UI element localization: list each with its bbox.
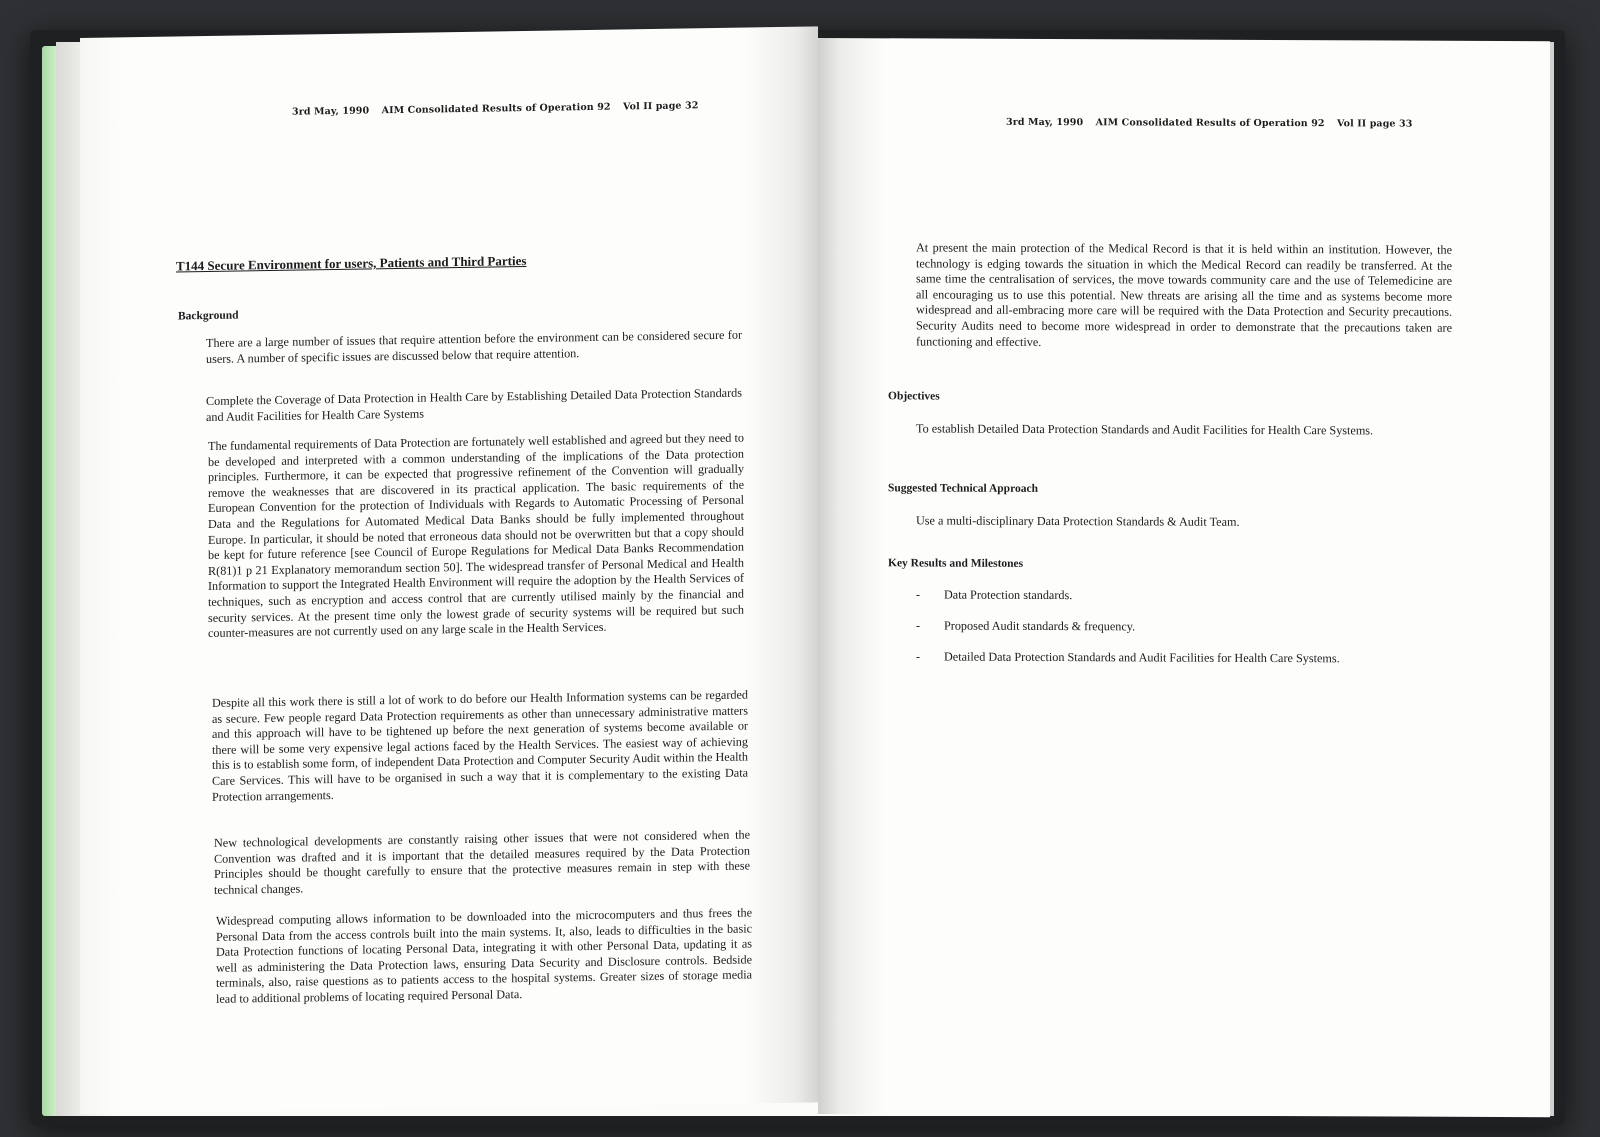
paragraph: Complete the Coverage of Data Protection in Health Care by Establishing Detailed Data Protection Standards and Audit Facilities for Health Care Systems [206,385,742,424]
header-date: 3rd May, 1990 [1006,116,1084,129]
paragraph: Widespread computing allows information to be downloaded into the microcomputers and thus frees the Personal Data from the access controls built into the main systems. It, also, leads to difficulties in the basic Data Protection functions of locating Personal Data, integrating it with other Personal Data, updating it as well as administering the Data Protection laws, ensuring Data Security and Disclosure controls. Bedside terminals, also, raise questions as to patients access to the hospital systems. Greater sizes of storage media lead to additional problems of locating required Personal Data. [216,905,752,1006]
approach-text: Use a multi-disciplinary Data Protection Standards & Audit Team. [916,513,1240,529]
header-report: AIM Consolidated Results of Operation 92 [1095,117,1325,130]
paragraph: There are a large number of issues that require attention before the environment can be considered secure for users. A number of specific issues are discussed below that require attention. [206,327,742,366]
page-header [292,100,707,118]
paragraph: The fundamental requirements of Data Protection are fortunately well established and agreed but they need to be developed and interpreted with a common understanding of the implications of the Data protection principles. Furthermore, it can be expected that progressive refinement of the Convention will gradually remove the weaknesses that are discovered in its practical application. The basic requirements of the European Convention for the protection of Individuals with Regards to Automatic Processing of Personal Data and the Regulations for Automated Medical Data Banks should be fully implemented throughout Europe. In particular, it should be noted that erroneous data should not be overwritten but that a copy should be kept for future reference [see Council of Europe Regulations for Medical Data Banks Recommendation R(81)1 p 21 Explanatory memorandum section 50]. The widespread transfer of Personal Medical and Health Information to support the Integrated Health Environment will require the adoption by the Health Services of techniques, such as encryption and access control that are currently utilised mainly by the financial and security services. At the present time only the lowest grade of security systems will be required but such counter-measures are not currently used on any large scale in the Health Services. [208,430,744,641]
left-page [80,26,818,1114]
section-title: T144 Secure Environment for users, Patients and Third Parties [176,252,527,274]
background-heading: Background [178,309,239,323]
milestone-text: Detailed Data Protection Standards and Audit Facilities for Health Care Systems. [944,649,1340,666]
milestone-item [916,587,1072,603]
milestones-heading: Key Results and Milestones [888,557,1024,570]
right-page [818,38,1550,1117]
paragraph: Despite all this work there is still a lot of work to do before our Health Information systems can be regarded as secure. Few people regard Data Protection requirements as other than unnecessary administrative matters and this approach will have to be tightened up before the next generation of systems become available or there will be some very expensive legal actions faced by the Health Services. The easiest way of achieving this is to establish some form, of independent Data Protection and Computer Security Audit within the Health Care Services. This will have to be organised in such a way that it is complementary to the existing Data Protection arrangements. [212,687,748,804]
bullet-dash: - [916,649,921,664]
header-page-ref: Vol II page 32 [623,100,699,113]
objectives-text: To establish Detailed Data Protection Standards and Audit Facilities for Health Care Systems. [916,421,1374,438]
milestone-item [916,618,1135,635]
objectives-heading: Objectives [888,390,940,403]
milestone-item [916,649,1340,666]
paragraph: New technological developments are constantly raising other issues that were not considered when the Convention was drafted and it is important that the detailed measures required by the Data Protection Principles should be thought carefully to ensure that the protective measures remain in step with these technical changes. [214,827,750,897]
intro-paragraph: At present the main protection of the Medical Record is that it is held within an institution. However, the technology is edging towards the situation in which the Medical Record can readily be transferred. At the same time the centralisation of services, the move towards community care and the use of Telemedicine are all encouraging us to use this potential. New threats are arising all the time and as systems become more widespread and all-embracing more care will be required with the Data Protection and Security precautions. Security Audits need to become more widespread in order to demonstrate that the precautions taken are functioning and effective. [916,240,1452,349]
header-date: 3rd May, 1990 [292,105,370,118]
milestone-text: Data Protection standards. [944,587,1073,603]
milestone-text: Proposed Audit standards & frequency. [944,618,1136,634]
bullet-dash: - [916,587,921,602]
page-header [1006,117,1421,130]
header-page-ref: Vol II page 33 [1337,118,1413,130]
approach-heading: Suggested Technical Approach [888,482,1038,495]
bullet-dash: - [916,618,921,633]
header-report: AIM Consolidated Results of Operation 92 [381,101,611,117]
